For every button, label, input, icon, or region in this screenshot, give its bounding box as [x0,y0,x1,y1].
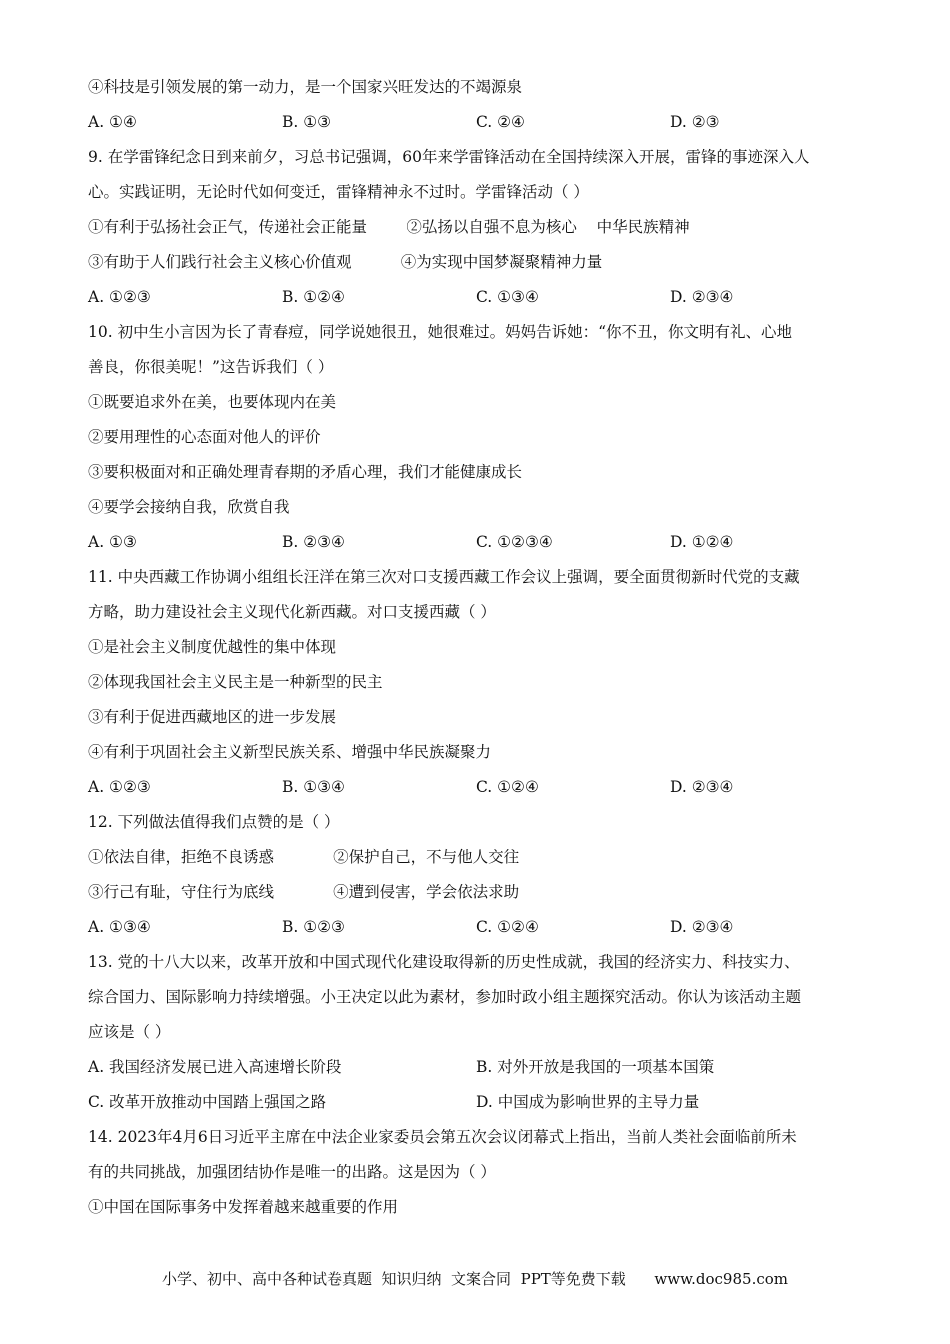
q12-choice-a: A. ①③④ [88,918,151,936]
q12-choices [88,910,878,945]
q8-choices [88,105,878,140]
q10-item-4: ④要学会接纳自我，欣赏自我 [88,498,290,516]
q13-choice-a: A. 我国经济发展已进入高速增长阶段 [88,1058,342,1076]
q10-item-2: ②要用理性的心态面对他人的评价 [88,428,321,446]
q11-stem-line-2: 方略，助力建设社会主义现代化新西藏。对口支援西藏（ ） [88,603,496,621]
q13-stem-line-3: 应该是（ ） [88,1023,171,1041]
exam-page [88,70,878,1225]
q9-stem-line-1: 9. 在学雷锋纪念日到来前夕，习总书记强调，60年来学雷锋活动在全国持续深入开展，雷锋的事迹深入人 [88,148,810,166]
q13-stem-line-2: 综合国力、国际影响力持续增强。小王决定以此为素材，参加时政小组主题探究活动。你认为该活动主题 [88,988,802,1006]
q11-choice-b: B. ①③④ [282,778,345,796]
q12-items-line-1: ①依法自律，拒绝不良诱惑 ②保护自己，不与他人交往 [88,848,520,866]
q12-choice-d: D. ②③④ [670,918,734,936]
q14-stem-line-2: 有的共同挑战，加强团结协作是唯一的出路。这是因为（ ） [88,1163,496,1181]
q12-choice-b: B. ①②③ [282,918,345,936]
q13-choices-row-1 [88,1050,878,1085]
q11-stem-line-1: 11. 中央西藏工作协调小组组长汪洋在第三次对口支援西藏工作会议上强调，要全面贯彻新时代党的支藏 [88,568,800,586]
q9-choice-d: D. ②③④ [670,288,734,306]
q11-choice-a: A. ①②③ [88,778,151,796]
q8-choice-c: C. ②④ [476,113,525,131]
q8-choice-a: A. ①④ [88,113,137,131]
q8-choice-d: D. ②③ [670,113,720,131]
q8-choice-b: B. ①③ [282,113,332,131]
q9-stem-line-2: 心。实践证明，无论时代如何变迁，雷锋精神永不过时。学雷锋活动（ ） [88,183,589,201]
q9-choice-c: C. ①③④ [476,288,539,306]
page-footer: 小学、初中、高中各种试卷真题 知识归纳 文案合同 PPT等免费下载 www.doc985.com [161,1270,788,1288]
q10-choices [88,525,878,560]
q11-item-3: ③有利于促进西藏地区的进一步发展 [88,708,337,726]
q11-choice-c: C. ①②④ [476,778,539,796]
q10-item-3: ③要积极面对和正确处理青春期的矛盾心理，我们才能健康成长 [88,463,523,481]
q10-choice-a: A. ①③ [88,533,137,551]
q10-choice-b: B. ②③④ [282,533,345,551]
q9-items-line-2: ③有助于人们践行社会主义核心价值观 ④为实现中国梦凝聚精神力量 [88,253,603,271]
q8-item-4: ④科技是引领发展的第一动力，是一个国家兴旺发达的不竭源泉 [88,78,523,96]
q12-stem-line-1: 12. 下列做法值得我们点赞的是（ ） [88,813,340,831]
q9-choices [88,280,878,315]
q13-choice-c: C. 改革开放推动中国踏上强国之路 [88,1093,327,1111]
q13-choice-b: B. 对外开放是我国的一项基本国策 [476,1058,715,1076]
q9-choice-b: B. ①②④ [282,288,345,306]
q11-choices [88,770,878,805]
q12-items-line-2: ③行己有耻，守住行为底线 ④遭到侵害，学会依法求助 [88,883,520,901]
q13-choices-row-2 [88,1085,878,1120]
q10-item-1: ①既要追求外在美，也要体现内在美 [88,393,337,411]
q11-item-1: ①是社会主义制度优越性的集中体现 [88,638,337,656]
q10-stem-line-2: 善良，你很美呢！”这告诉我们（ ） [88,358,334,376]
q13-stem-line-1: 13. 党的十八大以来，改革开放和中国式现代化建设取得新的历史性成就，我国的经济实力、科技实力、 [88,953,800,971]
q11-item-2: ②体现我国社会主义民主是一种新型的民主 [88,673,383,691]
q9-items-line-1: ①有利于弘扬社会正气，传递社会正能量 ②弘扬以自强不息为核心 中华民族精神 [88,218,690,236]
q13-choice-d: D. 中国成为影响世界的主导力量 [476,1093,700,1111]
q14-item-1: ①中国在国际事务中发挥着越来越重要的作用 [88,1198,399,1216]
q10-stem-line-1: 10. 初中生小言因为长了青春痘，同学说她很丑，她很难过。妈妈告诉她：“你不丑，你文明有礼、心地 [88,323,793,341]
q11-choice-d: D. ②③④ [670,778,734,796]
q9-choice-a: A. ①②③ [88,288,151,306]
q14-stem-line-1: 14. 2023年4月6日习近平主席在中法企业家委员会第五次会议闭幕式上指出，当前人类社会面临前所未 [88,1128,797,1146]
q10-choice-c: C. ①②③④ [476,533,553,551]
q11-item-4: ④有利于巩固社会主义新型民族关系、增强中华民族凝聚力 [88,743,492,761]
q10-choice-d: D. ①②④ [670,533,734,551]
q12-choice-c: C. ①②④ [476,918,539,936]
